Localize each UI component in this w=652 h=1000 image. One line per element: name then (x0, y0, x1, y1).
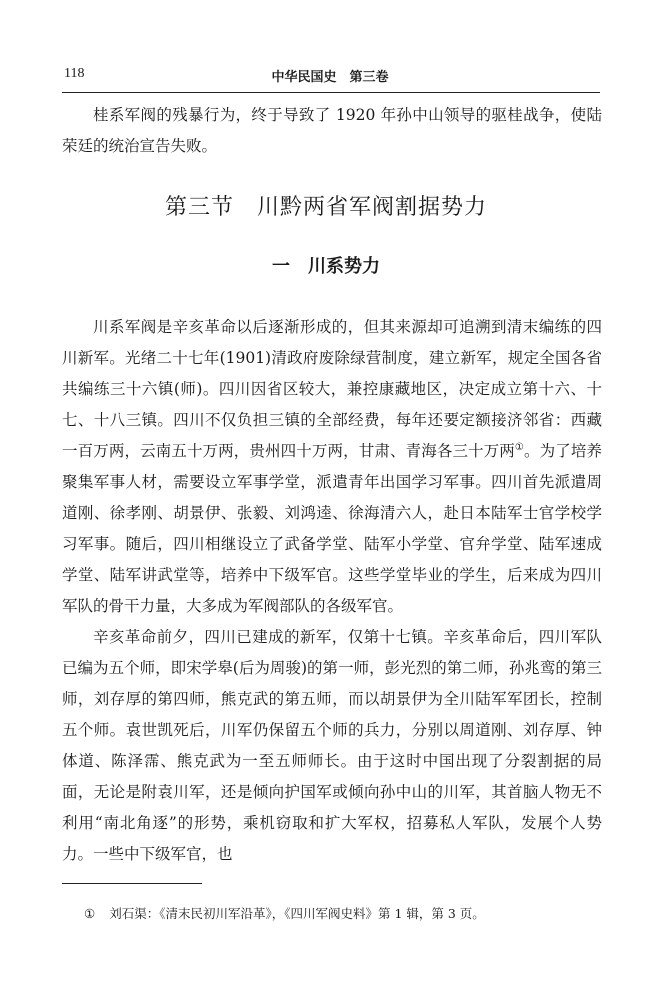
intro-paragraph: 桂系军阀的残暴行为，终于导致了 1920 年孙中山领导的驱桂战争，使陆荣廷的统治宣告失败。 (62, 106, 602, 155)
footnote-mark: ① (84, 906, 96, 921)
footnote (84, 904, 594, 922)
page-number: 118 (64, 66, 85, 81)
subsection-title: 一 川系势力 (272, 256, 380, 277)
paragraph-2: 辛亥革命前夕，四川已建成的新军，仅第十七镇。辛亥革命后，四川军队已编为五个师，即宋学皋(后为周骏)的第一师，彭光烈的第二师，孙兆鸾的第三师，刘存厚的第四师，熊克武的第五师，而以胡景伊为全川陆军军团长，控制五个师。袁世凯死后，川军仍保留五个师的兵力，分别以周道刚、刘存厚、钟体道、陈泽霈、熊克武为一至五师师长。由于这时中国出现了分裂割据的局面，无论是附袁川军，还是倾向护国军或倾向孙中山的川军，其首脑人物无不利用“南北角逐”的形势，乘机窃取和扩大军权，招募私人军队，发展个人势力。一些中下级军官，也 (62, 628, 602, 863)
header-rule (62, 92, 600, 93)
footnote-rule (62, 883, 202, 884)
paragraph-1-part-a: 川系军阀是辛亥革命以后逐渐形成的，但其来源却可追溯到清末编练的四川新军。光绪二十七年(1901)清政府废除绿营制度，建立新军，规定全国各省共编练三十六镇(师)。四川因省区较大，兼控康藏地区，决定成立第十六、十七、十八三镇。四川不仅负担三镇的全部经费，每年还要定额接济邻省：西藏一百万两，云南五十万两，贵州四十万两，甘肃、青海各三十万两 (62, 318, 602, 460)
section-title: 第三节 川黔两省军阀割据势力 (164, 195, 487, 220)
paragraph-1-part-b: 。为了培养聚集军事人材，需要设立军事学堂，派遣青年出国学习军事。四川首先派遣周道刚、徐孝刚、胡景伊、张毅、刘鸿逵、徐海清六人，赴日本陆军士官学校学习军事。随后，四川相继设立了武备学堂、陆军小学堂、官弁学堂、陆军速成学堂、陆军讲武堂等，培养中下级军官。这些学堂毕业的学生，后来成为四川军队的骨干力量，大多成为军阀部队的各级军官。 (62, 442, 602, 615)
footnote-text: 刘石渠：《清末民初川军沿革》，《四川军阀史料》第 1 辑，第 3 页。 (109, 906, 485, 921)
running-title: 中华民国史 第三卷 (271, 70, 389, 85)
page-header (62, 66, 598, 92)
paragraph-1 (62, 312, 602, 622)
footnote-reference: ① (514, 441, 525, 453)
